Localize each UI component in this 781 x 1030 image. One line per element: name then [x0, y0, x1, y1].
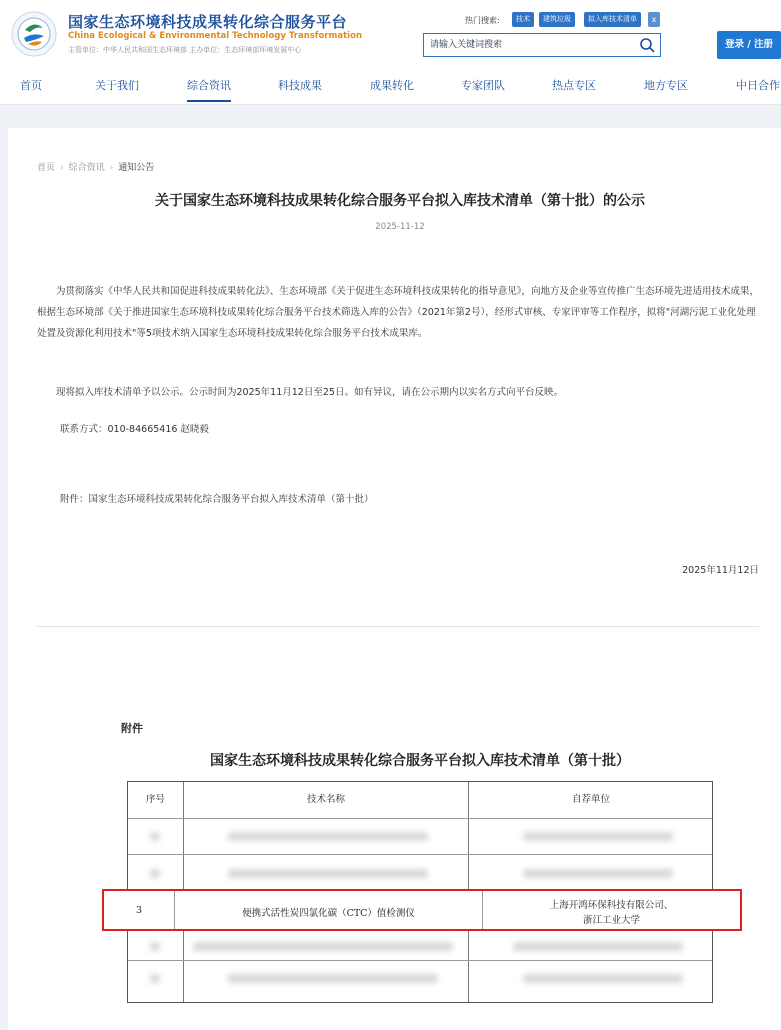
site-logo[interactable]	[10, 10, 58, 58]
row-unit-line-1: 上海开鸿环保科技有限公司、	[549, 900, 674, 911]
blurred-cell	[513, 942, 683, 951]
site-header	[0, 0, 781, 70]
blurred-cell	[150, 832, 160, 841]
article-title: 关于国家生态环境科技成果转化综合服务平台拟入库技术清单（第十批）的公示	[155, 193, 645, 209]
search-bar	[423, 33, 661, 57]
table-divider	[128, 854, 712, 855]
nav-item-china-japan[interactable]: 中日合作	[736, 79, 780, 92]
blurred-cell	[523, 974, 683, 983]
breadcrumb-news[interactable]: 综合资讯	[68, 163, 105, 173]
blurred-cell	[193, 942, 453, 951]
blurred-cell	[523, 869, 673, 878]
hot-tag-2[interactable]: 建筑垃圾	[539, 12, 575, 27]
row-unit-line-2: 浙江工业大学	[582, 915, 640, 926]
blurred-cell	[150, 869, 160, 878]
blurred-cell	[228, 974, 438, 983]
site-title-english: China Ecological & Environmental Technology Transformation	[68, 31, 362, 41]
article-paragraph-1: 为贯彻落实《中华人民共和国促进科技成果转化法》、生态环境部《关于促进生态环境科技成果转化的指导意见》，向地方及企业等宣传推广生态环境先进适用技术成果，根据生态环境部《关于推进国家生态环境科技成果转化综合服务平台技术筛选入库的公告》（2021年第2号），经形式审核、专家评审等工作程序，拟将"河湖污泥工业化处理处置及资源化利用技术"等5项技术纳入国家生态环境科技成果转化综合服务平台技术成果库。	[37, 286, 760, 339]
breadcrumb-separator-icon: ›	[109, 163, 114, 173]
attachment-label: 附件	[121, 722, 143, 735]
nav-item-hot-topics[interactable]: 热点专区	[552, 79, 596, 92]
table-divider	[128, 960, 712, 961]
contact-info: 联系方式：010-84665416 赵晓毅	[60, 424, 209, 435]
attachment-link[interactable]: 附件：国家生态环境科技成果转化综合服务平台拟入库技术清单（第十批）	[60, 494, 374, 505]
hot-close-icon[interactable]: x	[648, 12, 660, 27]
nav-item-home[interactable]: 首页	[20, 79, 42, 92]
nav-item-news[interactable]: 综合资讯	[187, 70, 231, 102]
table-header-unit: 自荐单位	[571, 794, 610, 805]
breadcrumb-home[interactable]: 首页	[37, 163, 56, 173]
main-nav	[0, 70, 781, 105]
nav-item-experts[interactable]: 专家团队	[461, 79, 505, 92]
hot-tag-1[interactable]: 技术	[512, 12, 534, 27]
nav-item-about[interactable]: 关于我们	[95, 79, 139, 92]
nav-item-transformation[interactable]: 成果转化	[370, 79, 414, 92]
highlighted-row	[102, 889, 742, 931]
breadcrumb-separator-icon: ›	[60, 163, 64, 173]
article-paragraph-2: 现将拟入库技术清单予以公示。公示时间为2025年11月12日至25日。如有异议，请在公示期内以实名方式向平台反映。	[56, 387, 563, 398]
blurred-cell	[150, 974, 160, 983]
row-index: 3	[135, 905, 143, 916]
breadcrumb-current: 通知公告	[118, 163, 155, 173]
table-header-name: 技术名称	[306, 794, 345, 805]
nav-item-achievements[interactable]: 科技成果	[278, 79, 322, 92]
site-title: 国家生态环境科技成果转化综合服务平台	[68, 13, 348, 31]
hot-tag-3[interactable]: 拟入库技术清单	[584, 12, 641, 27]
login-register-button[interactable]: 登录 / 注册	[717, 31, 781, 59]
site-sponsor-line: 主管单位：中华人民共和国生态环境部 主办单位：生态环境部环境发展中心	[68, 46, 302, 54]
sign-date: 2025年11月12日	[682, 565, 759, 576]
search-input[interactable]	[430, 37, 630, 53]
attachment-title: 国家生态环境科技成果转化综合服务平台拟入库技术清单（第十批）	[210, 753, 630, 769]
blurred-cell	[523, 832, 673, 841]
row-tech-name: 便携式活性炭四氯化碳（CTC）值检测仪	[242, 908, 415, 919]
hot-search-label: 热门搜索:	[465, 16, 500, 25]
table-header-index: 序号	[145, 794, 165, 805]
breadcrumb	[37, 160, 154, 173]
article-date: 2025-11-12	[375, 222, 425, 232]
table-divider	[128, 818, 712, 819]
blurred-cell	[228, 869, 428, 878]
blurred-cell	[228, 832, 428, 841]
divider	[37, 626, 759, 627]
search-icon[interactable]	[639, 37, 655, 53]
nav-item-local[interactable]: 地方专区	[644, 79, 688, 92]
blurred-cell	[150, 942, 160, 951]
